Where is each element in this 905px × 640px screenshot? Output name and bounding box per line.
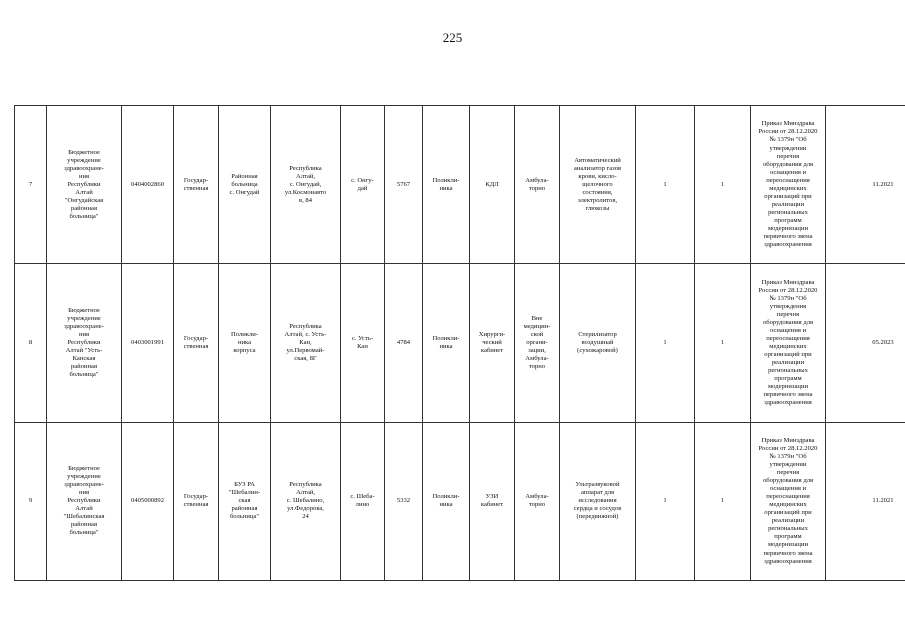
cell-num: 7 [15,106,47,264]
cell-qty-2: 1 [695,422,751,580]
cell-num: 8 [15,264,47,422]
cell-facility: Районная больница с. Онгудай [219,106,271,264]
cell-population: 4784 [385,264,423,422]
cell-type: Поликли- ника [423,264,470,422]
equipment-table [14,105,905,581]
cell-basis: Приказ Минздрава России от 28.12.2020 № 1379н "Об утверждении перечня оборудования для оснащения и переоснащения медицинских организаций при реализации региональных программ модернизации первичного звена здравоохранения [751,106,826,264]
cell-code: 0404002860 [122,106,174,264]
cell-organization: Бюджетное учреждение здравоохране- ния Республики Алтай "Усть- Канская районная больница" [47,264,122,422]
table-row [15,106,905,264]
cell-population: 5332 [385,422,423,580]
cell-type: Поликли- ника [423,422,470,580]
page-number: 225 [442,30,463,45]
cell-ownership: Государ- ственная [174,264,219,422]
cell-equipment: Автоматический анализатор газов крови, кисло- щелочного состояния, электролитов, глюкозы [560,106,636,264]
cell-address: Республика Алтай, с. Шебалино, ул.Федорова, 24 [271,422,341,580]
cell-unit: Хирурги- ческий кабинет [470,264,515,422]
cell-basis: Приказ Минздрава России от 28.12.2020 № 1379н "Об утверждения перечня оборудования для оснащения и переоснащения медицинских организаций при реализации региональных программ модернизации первичного звена здравоохранения [751,264,826,422]
cell-facility: Поликли- ника корпуса [219,264,271,422]
cell-qty-1: 1 [636,422,695,580]
cell-organization: Бюджетное учреждение здравоохране- ния Республики Алтай "Онгудайская районная больница" [47,106,122,264]
table-row [15,264,905,422]
cell-address: Республика Алтай, с. Онгудай, ул.Космонавто в, 84 [271,106,341,264]
cell-ownership: Государ- ственная [174,106,219,264]
cell-date: 05.2023 [826,264,905,422]
cell-qty-2: 1 [695,264,751,422]
cell-type: Поликли- ника [423,106,470,264]
cell-qty-1: 1 [636,106,695,264]
cell-facility: БУЗ РА "Шебалин- ская районная больница" [219,422,271,580]
cell-date: 11.2021 [826,106,905,264]
cell-qty-2: 1 [695,106,751,264]
cell-unit: УЗИ кабинет [470,422,515,580]
cell-care: Амбула- торно [515,106,560,264]
cell-ownership: Государ- ственная [174,422,219,580]
cell-address: Республика Алтай, с. Усть- Кан, ул.Первомай- ская, 8Г [271,264,341,422]
cell-code: 0405000892 [122,422,174,580]
cell-code: 0403001991 [122,264,174,422]
table-row [15,422,905,580]
cell-population: 5767 [385,106,423,264]
cell-care: Амбула- торно [515,422,560,580]
cell-qty-1: 1 [636,264,695,422]
cell-date: 11.2021 [826,422,905,580]
cell-num: 9 [15,422,47,580]
cell-organization: Бюджетное учреждение здравоохране- ния Республики Алтай "Шебалинская районная больница" [47,422,122,580]
cell-settlement: с. Онгу- дай [341,106,385,264]
cell-unit: КДЛ [470,106,515,264]
cell-basis: Приказ Минздрава России от 28.12.2020 № 1379н "Об утверждении перечня оборудования для оснащения и переоснащения медицинских организаций при реализации региональных программ модернизации первичного звена здравоохранения [751,422,826,580]
cell-settlement: с. Шеба- лино [341,422,385,580]
cell-equipment: Стерилизатор воздушный (сухожаровой) [560,264,636,422]
cell-settlement: с. Усть- Кан [341,264,385,422]
cell-equipment: Ультразвуковой аппарат для исследования сердца и сосудов (передвижной) [560,422,636,580]
cell-care: Вне медицин- ской органи- зации, Амбула- торно [515,264,560,422]
